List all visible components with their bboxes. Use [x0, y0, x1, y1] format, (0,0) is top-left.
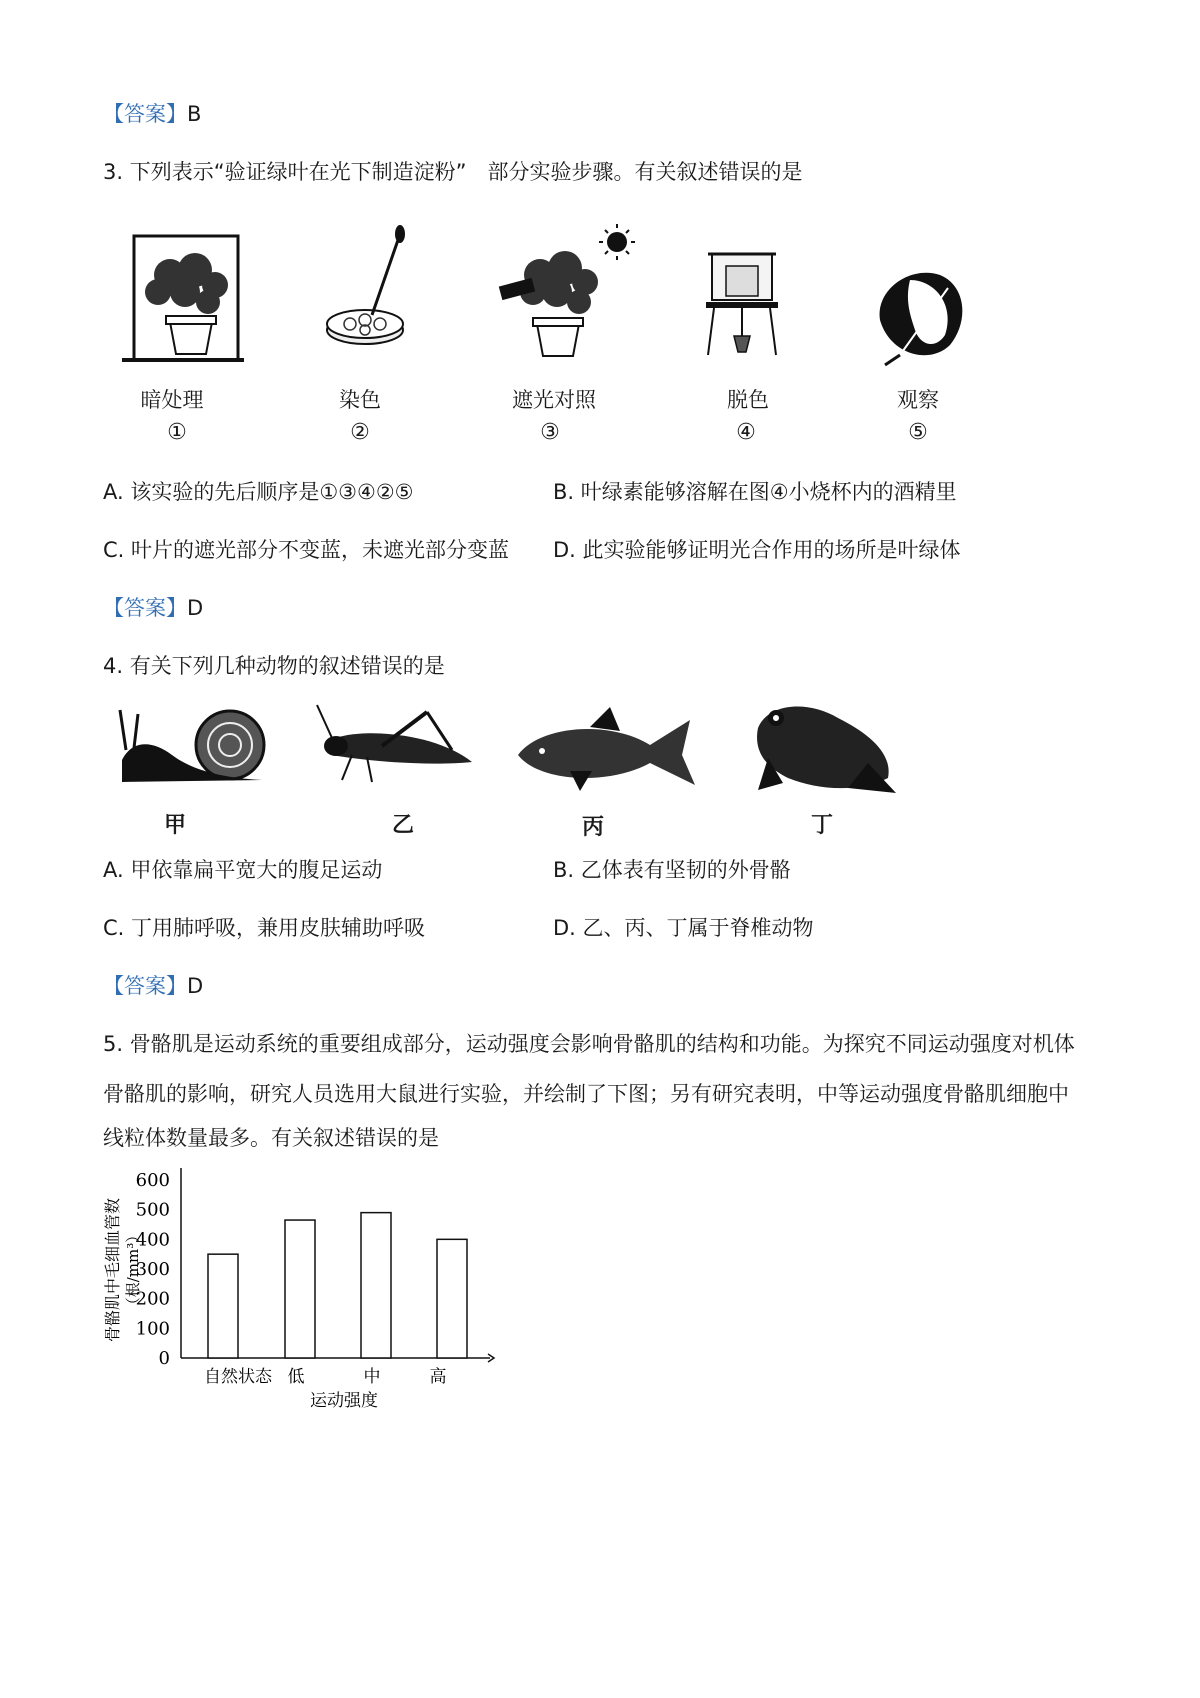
y-tick-label: 200: [135, 1288, 170, 1310]
q4-stem: 4. 有关下列几种动物的叙述错误的是: [103, 654, 445, 678]
q3-option-b: B. 叶绿素能够溶解在图④小烧杯内的酒精里: [553, 480, 957, 504]
step-dark-treatment-figure: [120, 230, 245, 369]
fish-figure: [510, 705, 700, 799]
step-staining-figure: [320, 220, 420, 364]
y-tick-label: 300: [135, 1259, 170, 1280]
q5-stem-line-2: 骨骼肌的影响，研究人员选用大鼠进行实验，并绘制了下图；另有研究表明，中等运动强度骨骼肌细胞中: [103, 1082, 1069, 1106]
q5-stem-line-3: 线粒体数量最多。有关叙述错误的是: [103, 1126, 439, 1150]
step-3-label: 遮光对照: [512, 388, 596, 412]
step-5-number: ⑤: [908, 420, 928, 445]
y-tick-label: 400: [135, 1229, 170, 1251]
answer-tag: 【答案】: [103, 596, 187, 620]
step-4-number: ④: [736, 420, 756, 445]
y-axis-unit: （根/mm³）: [124, 1227, 142, 1313]
answer-value: B: [187, 102, 202, 126]
grasshopper-figure: [312, 700, 482, 794]
bar-3: [437, 1239, 467, 1358]
q5-stem-line-1: 5. 骨骼肌是运动系统的重要组成部分，运动强度会影响骨骼肌的结构和功能。为探究不同运动强度对机体: [103, 1032, 1075, 1056]
q4-option-d: D. 乙、丙、丁属于脊椎动物: [553, 916, 814, 940]
step-2-label: 染色: [339, 388, 381, 412]
step-5-label: 观察: [897, 388, 939, 412]
x-tick-label: 高: [429, 1367, 447, 1387]
y-axis-title: 骨骼肌中毛细血管数: [103, 1197, 122, 1343]
q2-answer: [103, 100, 201, 128]
q4-answer: [103, 972, 203, 1000]
x-axis-title: 运动强度: [310, 1391, 378, 1411]
step-shading-figure: [495, 220, 645, 369]
step-2-number: ②: [350, 420, 370, 445]
y-tick-label: 0: [158, 1348, 170, 1369]
snail-figure: [112, 700, 272, 794]
answer-value: D: [187, 596, 204, 620]
capillary-bar-chart: [90, 1160, 510, 1434]
animal-bing-label: 丙: [581, 815, 604, 840]
q4-option-a: A. 甲依靠扁平宽大的腹足运动: [103, 858, 383, 882]
y-tick-label: 500: [135, 1199, 170, 1221]
bar-1: [285, 1220, 315, 1358]
animal-jia-label: 甲: [163, 813, 186, 838]
answer-tag: 【答案】: [103, 974, 187, 998]
q4-option-c: C. 丁用肺呼吸，兼用皮肤辅助呼吸: [103, 916, 426, 940]
step-3-number: ③: [540, 420, 560, 445]
step-observe-figure: [870, 260, 970, 374]
frog-figure: [748, 698, 898, 802]
x-tick-label: 中: [363, 1367, 381, 1387]
bars: [208, 1213, 467, 1358]
y-axis-ticks: [136, 1170, 170, 1369]
q4-option-b: B. 乙体表有坚韧的外骨骼: [553, 858, 791, 882]
q3-option-a: A. 该实验的先后顺序是①③④②⑤: [103, 480, 414, 504]
x-axis-ticks: [204, 1367, 447, 1387]
bar-2: [361, 1213, 391, 1358]
x-tick-label: 低: [287, 1367, 305, 1387]
step-decolorize-figure: [700, 240, 790, 374]
bar-0: [208, 1254, 238, 1358]
animal-ding-label: 丁: [810, 813, 833, 838]
y-tick-label: 100: [135, 1318, 170, 1340]
q3-answer: [103, 594, 203, 622]
step-4-label: 脱色: [727, 388, 769, 412]
q3-option-c: C. 叶片的遮光部分不变蓝，未遮光部分变蓝: [103, 538, 510, 562]
q3-stem: 3. 下列表示“验证绿叶在光下制造淀粉” 部分实验步骤。有关叙述错误的是: [103, 160, 803, 184]
q3-option-d: D. 此实验能够证明光合作用的场所是叶绿体: [553, 538, 961, 562]
step-1-label: 暗处理: [140, 388, 204, 412]
step-1-number: ①: [167, 420, 187, 445]
y-tick-label: 600: [135, 1170, 170, 1191]
answer-value: D: [187, 974, 204, 998]
animal-yi-label: 乙: [391, 813, 414, 838]
answer-tag: 【答案】: [103, 102, 187, 126]
x-tick-label: 自然状态: [204, 1367, 272, 1387]
